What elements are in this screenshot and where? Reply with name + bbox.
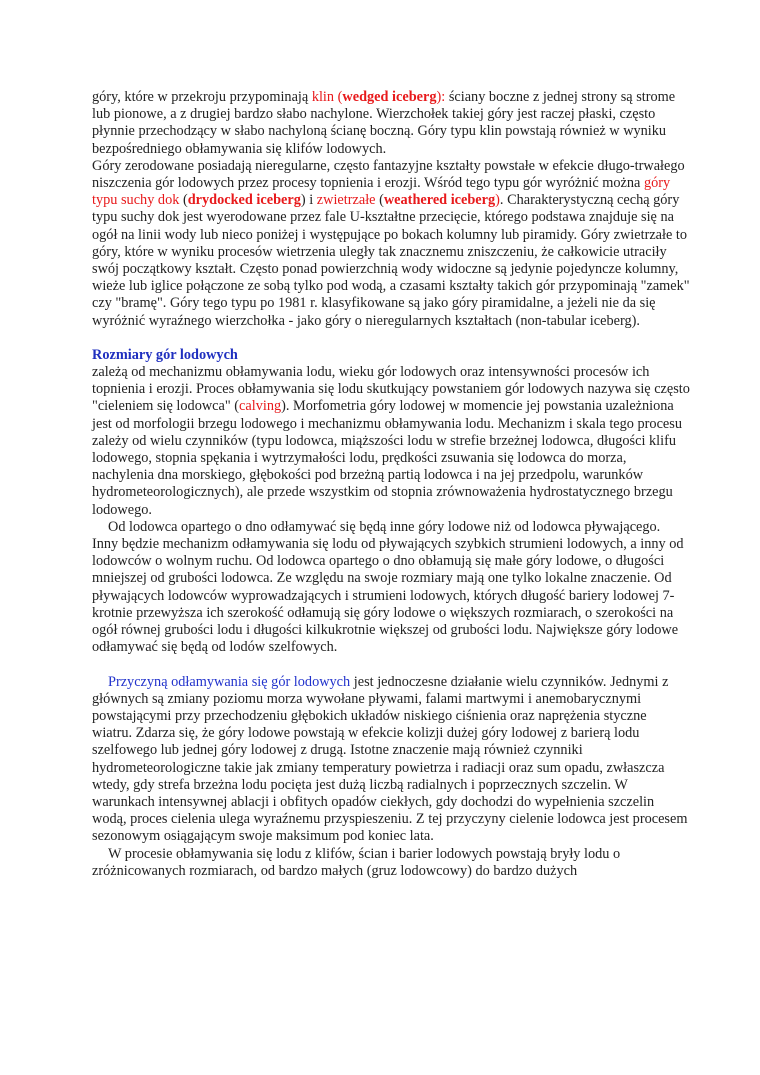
paragraph-wedged-iceberg: [92, 89, 690, 158]
paragraph-causes: [92, 674, 690, 846]
term-suchy-dok: góry typu suchy dok: [92, 175, 671, 209]
text: jest jednoczesne działanie wielu czynników. Jednymi z głównych są zmiany poziomu morza wywołane pływami, falami martwymi i anemobarycznymi powstającymi przy przechodzeniu głębokich układów niskiego ciśnienia oraz naprężenia styczne wiatru. Zdarza się, że góry lodowe powstają w efekcie kolizji dużej góry lodowej z barierą lodu szelfowego lub jednej góry lodowej z drugą. Istotne znaczenie mają również czynniki hydrometeorologiczne takie jak zmiany temperatury powietrza i radiacji oraz sum opadu, zwłaszcza wtedy, gdy strefa brzeżna lodu pocięta jest dużą liczbą radialnych i poprzecznych szczelin. W warunkach intensywnej ablacji i obfitych opadów ciekłych, gdy dochodzi do wypełnienia szczelin wodą, proces cielenia ulega wyraźnemu przyspieszeniu. Z tej przyczyny cielenie lodowca jest procesem sezonowym osiągającym swoje maksimum pod koniec lata.: [92, 673, 688, 845]
text: Góry zerodowane posiadają nieregularne, często fantazyjne kształty powstałe w efekcie długo-trwałego niszczenia gór lodowych przez procesy topnienia i erozji. Wśród tego typu gór wyróżnić można: [92, 157, 685, 192]
term-calving: calving: [239, 398, 282, 415]
text: ściany boczne z jednej strony są strome lub pionowe, a z drugiej bardzo słabo nachylone. Wierzchołek takiej góry jest raczej płaski, często płynnie przechodzący w słabo nachyloną ścianę boczną. Góry typu klin powstają również w wyniku bezpośredniego obłamywania się klifów lodowych.: [92, 89, 676, 157]
causes-link[interactable]: Przyczyną odłamywania się gór lodowych: [108, 673, 351, 690]
spacer: [92, 657, 690, 674]
paragraph-ice-blocks: W procesie obłamywania się lodu z klifów, ścian i barier lodowych powstają bryły lodu o zróżnicowanych rozmiarach, od bardzo małych (gruz lodowcowy) do bardzo dużych: [92, 845, 621, 879]
paragraph-eroded-icebergs: [92, 158, 690, 330]
punct: ): [495, 192, 500, 209]
paragraph-calving-mechanism: Od lodowca opartego o dno odłamywać się będą inne góry lodowe niż od lodowca pływającego. Inny będzie mechanizm odłamywania się lodu od pływających szybkich strumieni lodowych, a inny od lodowców o wolnym ruchu. Od lodowca opartego o dno obłamują się małe góry lodowe, o długości mniejszej od grubości lodowca. Ze względu na swoje rozmiary mają one tylko lokalne znaczenie. Od pływających lodowców wyprowadzających i strumieni lodowych, których długość bariery lodowej 7-krotnie przewyższa ich szerokość odłamują się góry lodowe o większych rozmiarach, o szerokości na ogół równej grubości lodu i długości kilkukrotnie większej od grubości lodu. Największe góry lodowe odłamywać się będą od lodów szelfowych.: [92, 518, 684, 656]
text: . Charakterystyczną cechą góry typu suchy dok jest wyerodowane przez fale U-kształtne przecięcie, którego podstawa znajduje się na ogół na linii wody lub nieco poniżej i występujące po bokach kolumny lub piramidy. Góry zwietrzałe to góry, które w wyniku procesów wietrzenia uległy tak znacznemu zniszczeniu, że całkowicie utraciły swój początkowy kształt. Często ponad powierzchnią wody widoczne są jedynie pojedyncze kolumny, wieże lub iglice połączone ze sobą tylko pod wodą, a czasami kształty takich gór przypominają "zamek" czy "bramę". Góry tego typu po 1981 r. klasyfikowane są jako góry piramidalne, a jeżeli nie da się wyróżnić wyraźnego wierzchołka - jako góry o nieregularnych kształtach (non-tabular iceberg).: [92, 192, 690, 329]
punct: (: [334, 89, 343, 105]
text: ). Morfometria góry lodowej w momencie jej powstania uzależniona jest od morfologii brzegu lodowego i mechanizmu obłamywania lodu. Mechanizm i skala tego procesu zależy od wielu czynników (typu lodowca, miąższości lodu w strefie brzeżnej lodowca, długości klifu lodowego, stopnia spękania i wytrzymałości lodu, prędkości zsuwania się lodowca do morza, nachylenia dna morskiego, głębokości pod brzeżną partią lodowca i na jej przedpolu, warunków hydrometeorologicznych), ale przede wszystkim od stopnia zrównoważenia hydrostatycznego brzegu lodowego.: [92, 398, 682, 518]
spacer: [92, 330, 690, 347]
paragraph-sizes: [92, 364, 690, 519]
punct: ):: [436, 89, 446, 105]
punct: ): [300, 192, 306, 209]
punct: (: [179, 192, 188, 209]
term-klin: klin: [311, 89, 335, 105]
term-wedged-iceberg: wedged iceberg: [342, 89, 437, 105]
term-zwietrzale: zwietrzałe: [316, 192, 376, 209]
text: góry, które w przekroju przypominają: [92, 89, 312, 105]
term-drydocked-iceberg: drydocked iceberg: [187, 192, 301, 209]
section-heading: Rozmiary gór lodowych: [92, 346, 238, 363]
text: zależą od mechanizmu obłamywania lodu, wieku gór lodowych oraz intensywności procesów ich topnienia i erozji. Proces obłamywania się lodu skutkujący powstaniem gór lodowych nazywa się często "cieleniem się lodowca" (: [92, 364, 690, 415]
text: i: [305, 192, 317, 209]
term-weathered-iceberg: weathered iceberg: [383, 192, 496, 209]
punct: (: [375, 192, 384, 209]
